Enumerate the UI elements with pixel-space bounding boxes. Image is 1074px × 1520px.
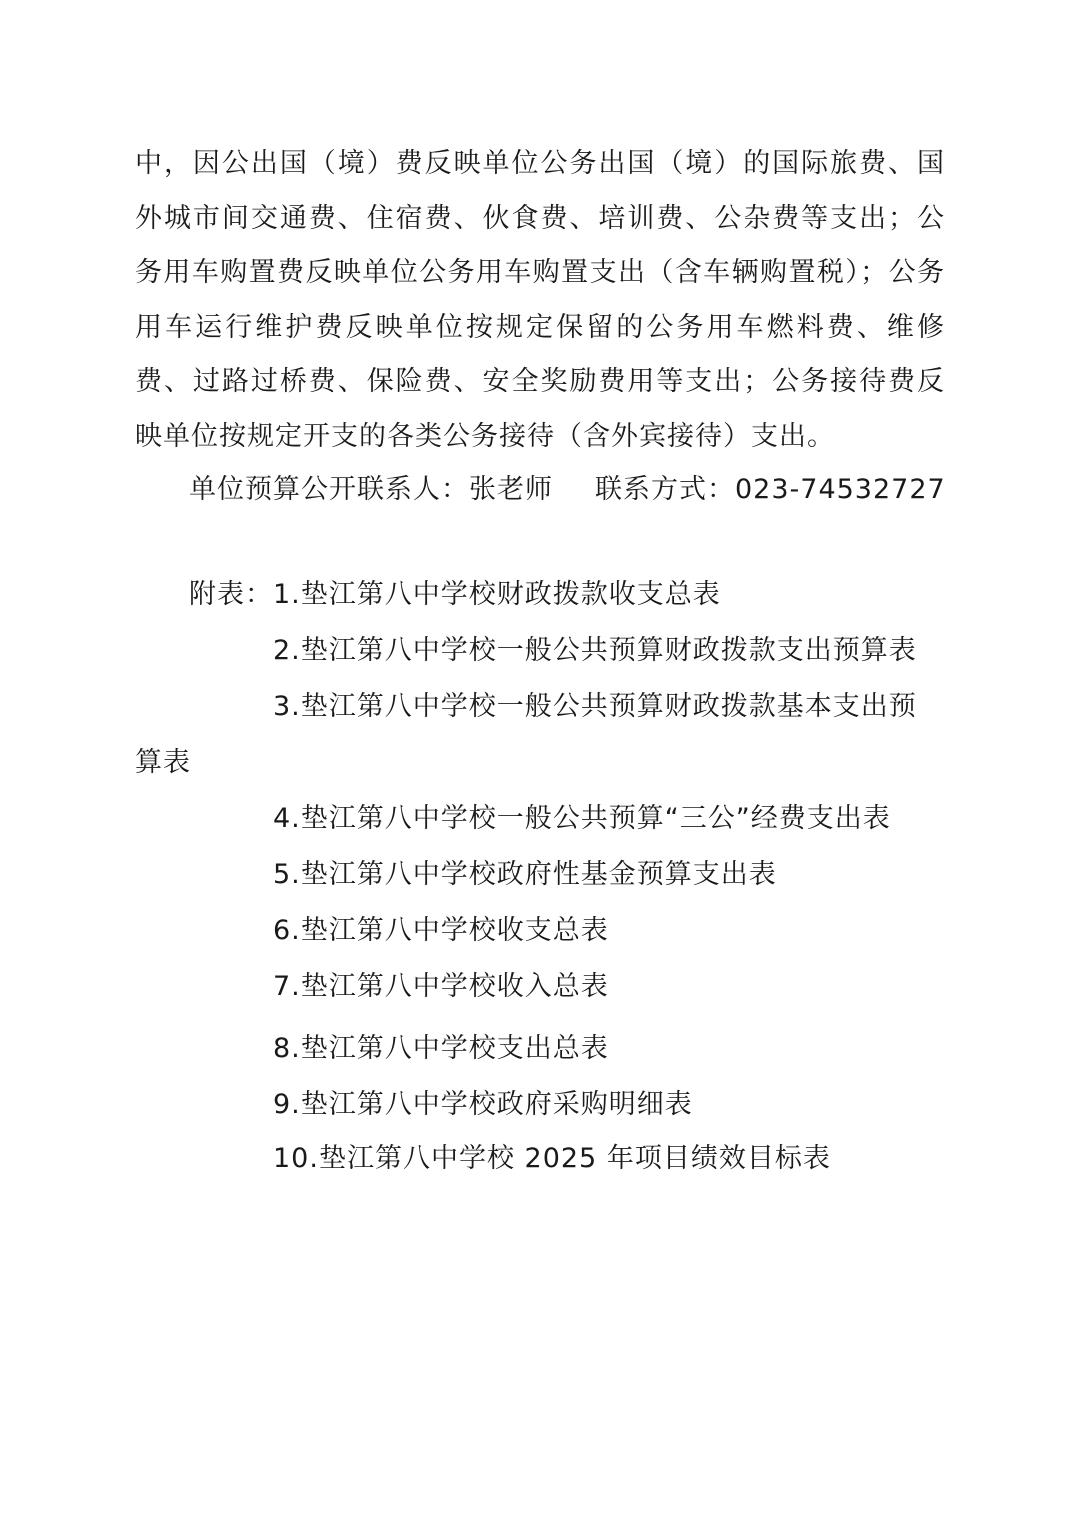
attachment-item-3-line-1: 3.垫江第八中学校一般公共预算财政拨款基本支出预 <box>273 691 917 722</box>
contact-phone-label: 联系方式： <box>595 474 735 505</box>
attachment-item-4: 4.垫江第八中学校一般公共预算“三公”经费支出表 <box>273 803 891 834</box>
attachment-item-7: 7.垫江第八中学校收入总表 <box>273 971 609 1002</box>
attachment-item-5: 5.垫江第八中学校政府性基金预算支出表 <box>273 859 777 890</box>
contact-line <box>189 472 946 508</box>
attachments-header-line <box>189 577 721 613</box>
body-paragraph: 中，因公出国（境）费反映单位公务出国（境）的国际旅费、国外城市间交通费、住宿费、伙食费、培训费、公杂费等支出；公务用车购置费反映单位公务用车购置支出（含车辆购置税）；公务用车运行维护费反映单位按规定保留的公务用车燃料费、维修费、过路过桥费、保险费、安全奖励费用等支出；公务接待费反映单位按规定开支的各类公务接待（含外宾接待）支出。 <box>135 148 945 452</box>
attachments-label: 附表： <box>189 579 273 610</box>
contact-phone: 023-74532727 <box>735 474 946 505</box>
attachment-item-10: 10.垫江第八中学校 2025 年项目绩效目标表 <box>273 1143 831 1174</box>
attachment-item-1: 1.垫江第八中学校财政拨款收支总表 <box>273 579 721 610</box>
attachment-item-6: 6.垫江第八中学校收支总表 <box>273 915 609 946</box>
contact-person-name: 张老师 <box>469 474 553 505</box>
contact-person-label: 单位预算公开联系人： <box>189 474 469 505</box>
attachment-item-2: 2.垫江第八中学校一般公共预算财政拨款支出预算表 <box>273 635 917 666</box>
attachment-item-8: 8.垫江第八中学校支出总表 <box>273 1033 609 1064</box>
attachment-item-3-line-2: 算表 <box>135 747 191 778</box>
attachment-item-9: 9.垫江第八中学校政府采购明细表 <box>273 1089 693 1120</box>
